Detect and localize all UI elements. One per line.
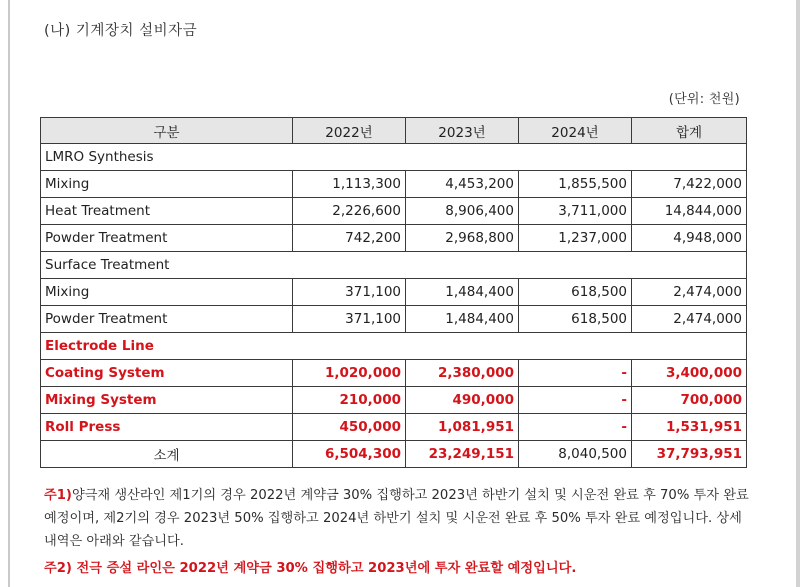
- table-row: [41, 306, 747, 333]
- row-label: Roll Press: [41, 414, 293, 441]
- table-row: [41, 414, 747, 441]
- equipment-budget-table: [40, 117, 747, 468]
- total-value: 23,249,151: [406, 441, 519, 468]
- row-label: Mixing: [41, 171, 293, 198]
- section-heading: (나) 기계장치 설비자금: [44, 23, 198, 39]
- row-label: Heat Treatment: [41, 198, 293, 225]
- row-value: 1,484,400: [406, 279, 519, 306]
- total-value: 8,040,500: [519, 441, 632, 468]
- footnote-1-tag: 주1): [44, 488, 72, 503]
- header-total: 합계: [632, 118, 747, 144]
- row-label: Powder Treatment: [41, 225, 293, 252]
- table-row: [41, 225, 747, 252]
- row-value: 3,400,000: [632, 360, 747, 387]
- footnote-2: 주2) 전극 증설 라인은 2022년 계약금 30% 집행하고 2023년에 투자 완료할 예정입니다.: [44, 561, 577, 576]
- footnote-1: [44, 484, 756, 553]
- row-value: 1,237,000: [519, 225, 632, 252]
- row-value: 618,500: [519, 279, 632, 306]
- row-value: 7,422,000: [632, 171, 747, 198]
- row-label: Coating System: [41, 360, 293, 387]
- row-value: 371,100: [293, 279, 406, 306]
- row-value: 210,000: [293, 387, 406, 414]
- row-value: 2,226,600: [293, 198, 406, 225]
- section-row: [41, 144, 747, 171]
- row-value: 2,474,000: [632, 279, 747, 306]
- section-title: Electrode Line: [41, 333, 747, 360]
- section-row: [41, 333, 747, 360]
- table-row: [41, 279, 747, 306]
- header-2022: 2022년: [293, 118, 406, 144]
- total-value: 37,793,951: [632, 441, 747, 468]
- row-value: 2,380,000: [406, 360, 519, 387]
- row-value: 1,081,951: [406, 414, 519, 441]
- row-value: 14,844,000: [632, 198, 747, 225]
- table-body: [41, 144, 747, 468]
- table-row: [41, 171, 747, 198]
- row-label: Mixing: [41, 279, 293, 306]
- total-row: [41, 441, 747, 468]
- row-value: 1,531,951: [632, 414, 747, 441]
- row-value: 450,000: [293, 414, 406, 441]
- row-value: 4,453,200: [406, 171, 519, 198]
- row-value: -: [519, 387, 632, 414]
- unit-note: (단위: 천원): [668, 92, 740, 107]
- row-value: 618,500: [519, 306, 632, 333]
- table-row: [41, 360, 747, 387]
- row-value: 1,113,300: [293, 171, 406, 198]
- total-value: 6,504,300: [293, 441, 406, 468]
- table-row: [41, 198, 747, 225]
- total-label: 소계: [41, 441, 293, 468]
- page-right-border: [796, 0, 800, 587]
- row-value: -: [519, 360, 632, 387]
- row-label: Mixing System: [41, 387, 293, 414]
- row-value: 2,474,000: [632, 306, 747, 333]
- row-value: 1,020,000: [293, 360, 406, 387]
- section-title: LMRO Synthesis: [41, 144, 747, 171]
- row-value: 2,968,800: [406, 225, 519, 252]
- row-value: 490,000: [406, 387, 519, 414]
- row-value: 371,100: [293, 306, 406, 333]
- header-category: 구분: [41, 118, 293, 144]
- page-left-border: [8, 0, 10, 587]
- row-value: 3,711,000: [519, 198, 632, 225]
- row-value: 1,855,500: [519, 171, 632, 198]
- row-value: -: [519, 414, 632, 441]
- row-value: 1,484,400: [406, 306, 519, 333]
- footnotes: [44, 484, 756, 580]
- footnote-1-text: 양극재 생산라인 제1기의 경우 2022년 계약금 30% 집행하고 2023년 하반기 설치 및 시운전 완료 후 70% 투자 완료 예정이며, 제2기의 경우 2023년 50% 집행하고 2024년 하반기 설치 및 시운전 완료 후 50% 투자 완료 예정입니다. 상세 내역은 아래와 같습니다.: [44, 488, 749, 549]
- row-value: 4,948,000: [632, 225, 747, 252]
- row-value: 742,200: [293, 225, 406, 252]
- section-title: Surface Treatment: [41, 252, 747, 279]
- header-2024: 2024년: [519, 118, 632, 144]
- table-header-row: [41, 118, 747, 144]
- row-value: 8,906,400: [406, 198, 519, 225]
- header-2023: 2023년: [406, 118, 519, 144]
- section-row: [41, 252, 747, 279]
- row-value: 700,000: [632, 387, 747, 414]
- row-label: Powder Treatment: [41, 306, 293, 333]
- table-row: [41, 387, 747, 414]
